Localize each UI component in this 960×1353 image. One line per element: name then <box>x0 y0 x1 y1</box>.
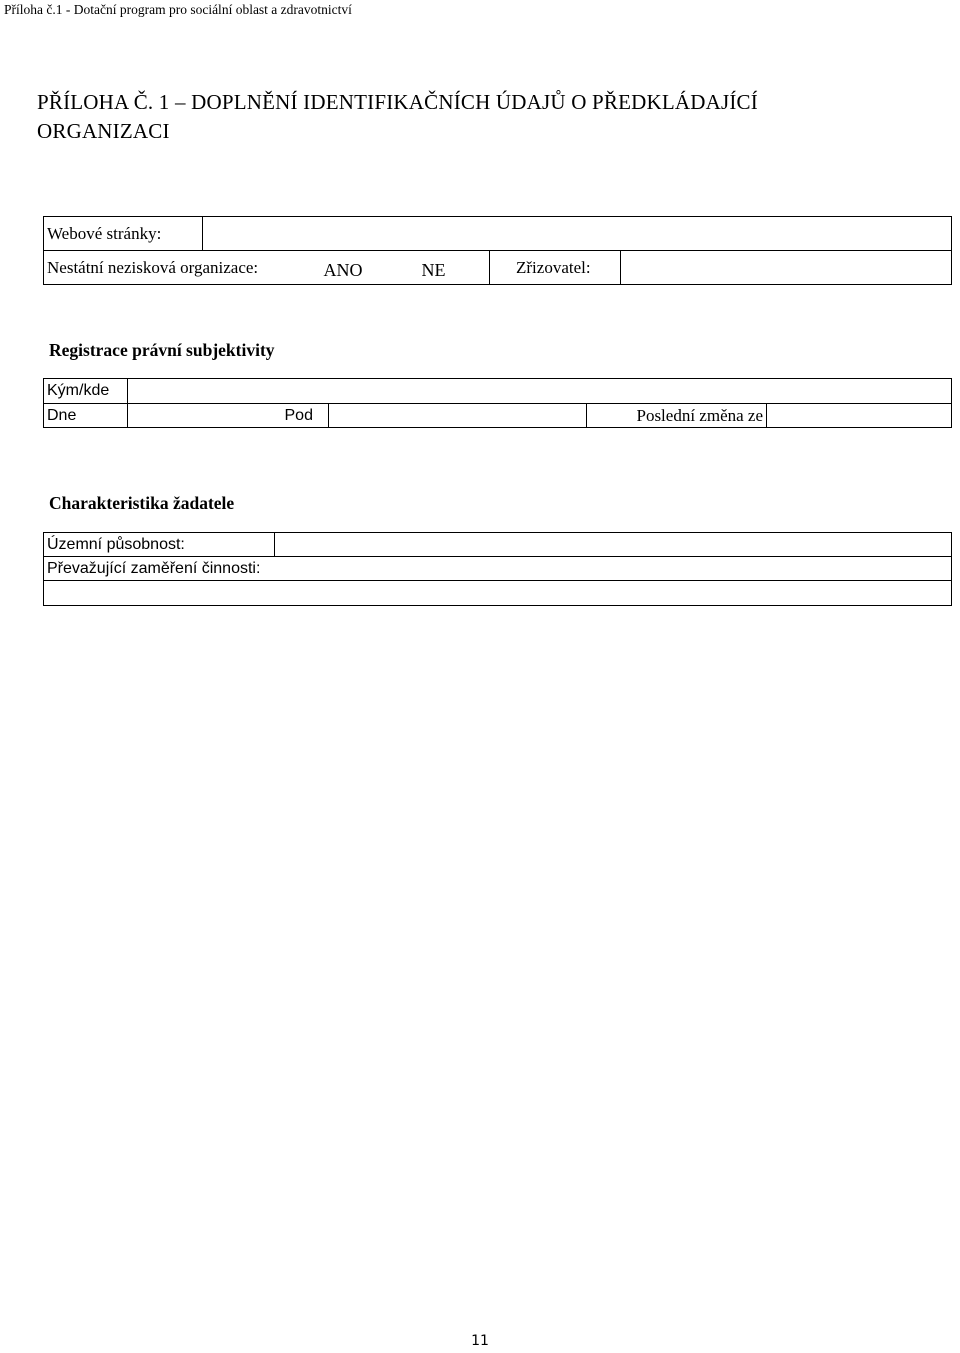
registration-by-row <box>44 379 952 404</box>
focus-label-row <box>44 557 952 581</box>
applicant-title: Charakteristika žadatele <box>49 493 235 513</box>
ngo-option-ano[interactable]: ANO <box>316 251 419 285</box>
web-input-cell[interactable] <box>203 217 952 251</box>
last-change-label: Poslední změna ze <box>587 404 767 428</box>
ngo-option-ne[interactable]: NE <box>419 251 490 285</box>
registration-under-label: Pod <box>282 404 329 428</box>
registration-title: Registrace právní subjektivity <box>49 340 275 360</box>
applicant-table <box>43 532 952 606</box>
page-title <box>37 88 952 146</box>
registration-date-row <box>44 404 952 428</box>
registration-by-input-cell[interactable] <box>128 379 952 404</box>
founder-label: Zřizovatel: <box>490 251 621 285</box>
page-number: 11 <box>471 1333 489 1349</box>
identification-table <box>43 216 952 285</box>
page-title-line-1: PŘÍLOHA Č. 1 – DOPLNĚNÍ IDENTIFIKAČNÍCH ÚDAJŮ O PŘEDKLÁDAJÍCÍ <box>37 90 758 114</box>
registration-under-input-cell[interactable] <box>329 404 587 428</box>
last-change-input-cell[interactable] <box>767 404 952 428</box>
registration-date-input-cell[interactable] <box>128 404 282 428</box>
web-label: Webové stránky: <box>44 217 203 251</box>
running-header: Příloha č.1 - Dotační program pro sociální oblast a zdravotnictví <box>4 2 352 17</box>
scope-input-cell[interactable] <box>275 533 952 557</box>
focus-label: Převažující zaměření činnosti: <box>44 557 952 581</box>
registration-table <box>43 378 952 428</box>
page-title-line-2: ORGANIZACI <box>37 119 170 143</box>
scope-label: Územní působnost: <box>44 533 275 557</box>
registration-by-label: Kým/kde <box>44 379 128 404</box>
founder-input-cell[interactable] <box>621 251 952 285</box>
web-row <box>44 217 952 251</box>
registration-date-label: Dne <box>44 404 128 428</box>
scope-row <box>44 533 952 557</box>
ngo-row <box>44 251 952 285</box>
focus-input-row <box>44 581 952 606</box>
focus-input-cell[interactable] <box>44 581 952 606</box>
ngo-label: Nestátní nezisková organizace: <box>44 251 316 285</box>
